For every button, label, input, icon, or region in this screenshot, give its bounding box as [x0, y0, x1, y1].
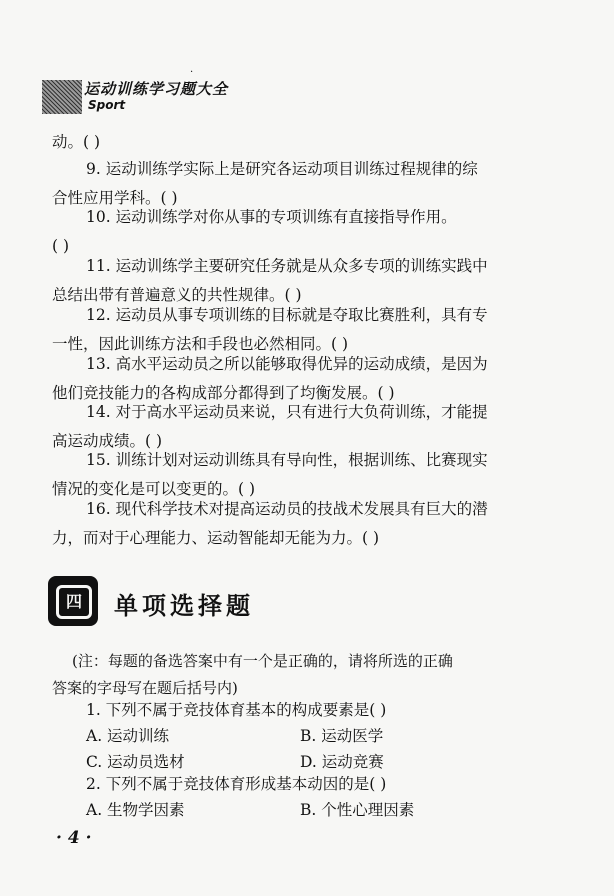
text-line: 他们竞技能力的各构成部分都得到了均衡发展。( ) — [52, 384, 395, 402]
question-stem: 2. 下列不属于竞技体育形成基本动因的是( ) — [86, 775, 387, 793]
section-number-label: 四 — [56, 585, 92, 619]
text-line: 答案的字母写在题后括号内) — [52, 679, 238, 697]
question-stem: 1. 下列不属于竞技体育基本的构成要素是( ) — [86, 701, 387, 719]
text-line: 12. 运动员从事专项训练的目标就是夺取比赛胜利，具有专 — [86, 306, 488, 324]
header-subtitle: Sport — [88, 98, 126, 112]
text-line: 16. 现代科学技术对提高运动员的技战术发展具有巨大的潜 — [86, 500, 488, 518]
section-heading — [48, 576, 348, 628]
text-line: 15. 训练计划对运动训练具有导向性，根据训练、比赛现实 — [86, 451, 488, 469]
text-line: (注：每题的备选答案中有一个是正确的，请将所选的正确 — [72, 652, 453, 670]
text-line: 13. 高水平运动员之所以能够取得优异的运动成绩，是因为 — [86, 355, 488, 373]
text-line: 情况的变化是可以变更的。( ) — [52, 480, 256, 498]
text-line: ( ) — [52, 237, 70, 255]
text-line: 动。( ) — [52, 133, 101, 151]
question-continuation — [52, 128, 530, 157]
section-title: 单项选择题 — [114, 592, 254, 620]
option-d: D. 运动竞赛 — [300, 753, 384, 771]
running-header — [42, 76, 242, 122]
text-line: 力，而对于心理能力、运动智能却无能为力。( ) — [52, 529, 380, 547]
text-line: 10. 运动训练学对你从事的专项训练有直接指导作用。 — [86, 208, 457, 226]
text-line: 9. 运动训练学实际上是研究各运动项目训练过程规律的综 — [86, 160, 478, 178]
option-c: C. 运动员选材 — [86, 753, 185, 771]
page-number: · 4 · — [56, 828, 92, 848]
header-texture-block — [42, 80, 82, 114]
text-line: 高运动成绩。( ) — [52, 432, 163, 450]
decorative-dot: . — [190, 64, 194, 75]
option-b: B. 个性心理因素 — [300, 801, 415, 819]
section-number-icon — [48, 576, 98, 626]
text-line: 一性，因此训练方法和手段也必然相同。( ) — [52, 335, 349, 353]
header-title: 运动训练学习题大全 — [84, 80, 229, 98]
option-a: A. 运动训练 — [86, 727, 170, 745]
option-a: A. 生物学因素 — [86, 801, 185, 819]
mc-question-2 — [52, 770, 530, 799]
text-line: 11. 运动训练学主要研究任务就是从众多专项的训练实践中 — [86, 257, 488, 275]
question-16 — [52, 495, 530, 553]
text-line: 14. 对于高水平运动员来说，只有进行大负荷训练，才能提 — [86, 403, 488, 421]
instruction-note — [52, 648, 532, 702]
mc-question-1 — [52, 696, 530, 725]
text-line: 总结出带有普遍意义的共性规律。( ) — [52, 286, 302, 304]
option-b: B. 运动医学 — [300, 727, 384, 745]
text-line: 合性应用学科。( ) — [52, 189, 178, 207]
